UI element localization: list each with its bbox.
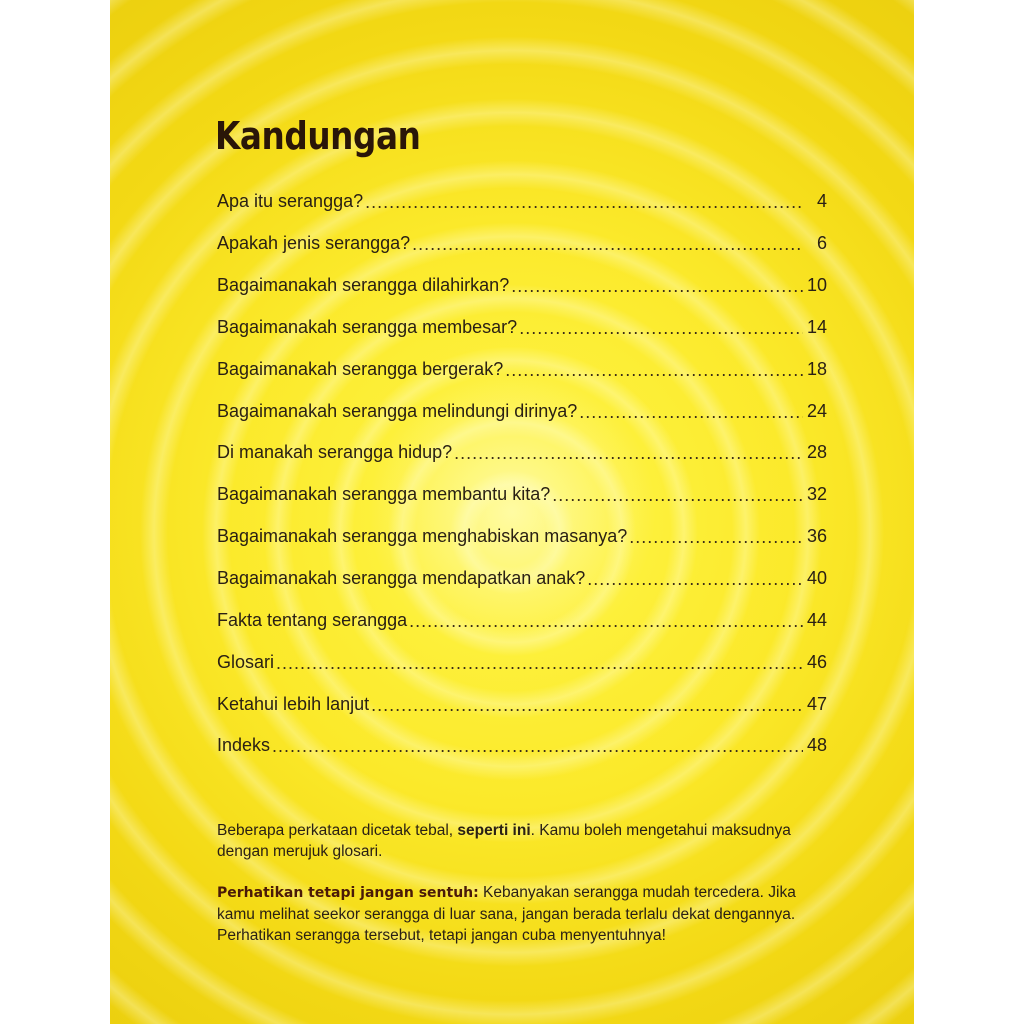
toc-leader-dots <box>519 318 803 339</box>
toc-entry <box>217 641 827 683</box>
toc-leader-dots <box>629 527 803 548</box>
toc-entry-page: 32 <box>806 484 827 505</box>
toc-entry <box>217 307 827 349</box>
toc-entry-label: Fakta tentang serangga <box>217 609 408 630</box>
toc-leader-dots <box>409 611 803 632</box>
toc-entry <box>217 181 827 223</box>
toc-entry-page: 36 <box>806 526 827 547</box>
toc-leader-dots <box>272 736 803 757</box>
toc-entry-label: Bagaimanakah serangga menghabiskan masanya? <box>217 526 628 547</box>
toc-entry-label: Di manakah serangga hidup? <box>217 442 453 463</box>
toc-entry <box>217 599 827 641</box>
page-title: Kandungan <box>215 114 421 158</box>
toc-entry <box>217 558 827 600</box>
toc-entry-label: Ketahui lebih lanjut <box>217 693 370 714</box>
toc-entry-label: Apakah jenis serangga? <box>217 233 411 254</box>
caution-note <box>217 882 817 946</box>
bold-words-note <box>217 820 817 862</box>
toc-entry <box>217 725 827 767</box>
book-page <box>110 0 914 1024</box>
toc-entry-page: 18 <box>806 358 827 379</box>
toc-leader-dots <box>579 402 803 423</box>
toc-entry-label: Bagaimanakah serangga membantu kita? <box>217 484 551 505</box>
note-bold-example: seperti ini <box>457 822 531 839</box>
toc-entry <box>217 683 827 725</box>
toc-entry-label: Indeks <box>217 735 271 756</box>
toc-entry-page: 47 <box>806 693 827 714</box>
toc-entry <box>217 390 827 432</box>
toc-entry-page: 44 <box>806 609 827 630</box>
toc-entry-label: Apa itu serangga? <box>217 191 364 212</box>
toc-entry-page: 14 <box>806 316 827 337</box>
toc-entry <box>217 474 827 516</box>
toc-entry <box>217 223 827 265</box>
toc-entry-label: Bagaimanakah serangga melindungi dirinya? <box>217 400 578 421</box>
toc-leader-dots <box>511 276 803 297</box>
toc-entry <box>217 432 827 474</box>
toc-entry-page: 4 <box>816 191 827 212</box>
toc-leader-dots <box>371 695 803 716</box>
toc-entry-page: 24 <box>806 400 827 421</box>
toc-entry-label: Bagaimanakah serangga bergerak? <box>217 358 504 379</box>
toc-entry-page: 48 <box>806 735 827 756</box>
note-text-before: Beberapa perkataan dicetak tebal, <box>217 822 458 839</box>
toc-leader-dots <box>276 653 803 674</box>
toc-leader-dots <box>505 360 803 381</box>
toc-entry-label: Glosari <box>217 651 275 672</box>
toc-entry <box>217 516 827 558</box>
note-text-after: . Kamu boleh mengetahui maksudnya dengan merujuk glosari. <box>217 822 791 860</box>
toc-entry-page: 46 <box>806 651 827 672</box>
toc-entry-page: 40 <box>806 568 827 589</box>
toc-leader-dots <box>587 569 803 590</box>
toc-entry-page: 6 <box>816 233 827 254</box>
toc-entry-label: Bagaimanakah serangga dilahirkan? <box>217 275 510 296</box>
toc-entry-page: 28 <box>806 442 827 463</box>
toc-entry <box>217 348 827 390</box>
toc-entry-label: Bagaimanakah serangga membesar? <box>217 316 518 337</box>
toc-leader-dots <box>552 485 803 506</box>
caution-body: Kebanyakan serangga mudah tercedera. Jika kamu melihat seekor serangga di luar sana, jangan berada terlalu dekat dengannya. Perhatikan serangga tersebut, tetapi jangan cuba menyentuhnya! <box>217 884 796 944</box>
toc-entry <box>217 265 827 307</box>
toc-entry-page: 10 <box>806 275 827 296</box>
caution-heading: Perhatikan tetapi jangan sentuh: <box>217 885 479 901</box>
toc-entry-label: Bagaimanakah serangga mendapatkan anak? <box>217 568 586 589</box>
toc-leader-dots <box>412 234 803 255</box>
toc-leader-dots <box>365 192 803 213</box>
toc-leader-dots <box>454 443 803 464</box>
table-of-contents <box>217 181 827 767</box>
